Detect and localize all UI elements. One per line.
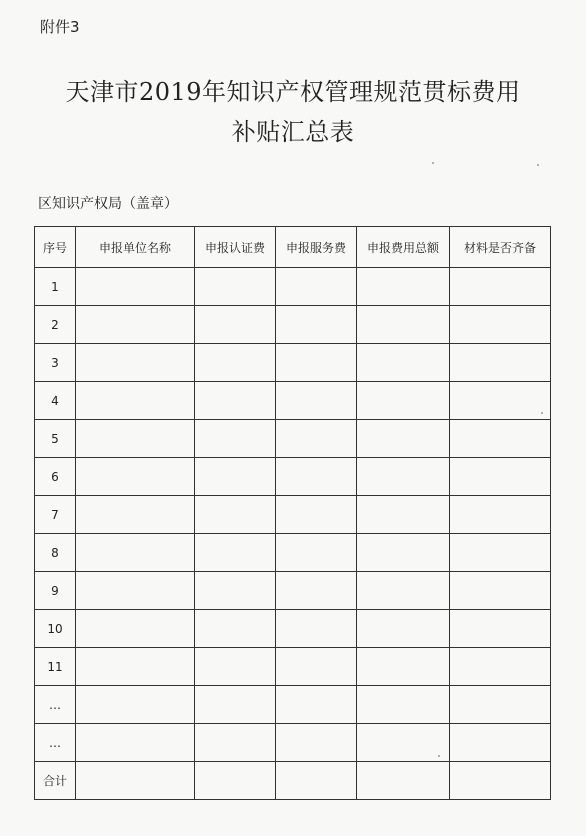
table-cell <box>357 306 450 344</box>
row-seq-cell: 3 <box>35 344 76 382</box>
table-cell <box>357 534 450 572</box>
table-row <box>35 762 551 800</box>
row-seq-cell: 合计 <box>35 762 76 800</box>
row-seq-cell: 8 <box>35 534 76 572</box>
table-row <box>35 268 551 306</box>
table-cell <box>195 534 276 572</box>
table-cell <box>76 306 195 344</box>
table-cell <box>276 268 357 306</box>
table-cell <box>195 382 276 420</box>
table-cell <box>76 458 195 496</box>
table-cell <box>76 724 195 762</box>
table-cell <box>276 610 357 648</box>
subsidy-summary-table <box>34 226 551 800</box>
table-header-row <box>35 227 551 268</box>
table-cell <box>195 610 276 648</box>
table-cell <box>76 686 195 724</box>
table-cell <box>357 762 450 800</box>
table-row <box>35 686 551 724</box>
table-cell <box>195 496 276 534</box>
table-cell <box>76 496 195 534</box>
table-row <box>35 344 551 382</box>
table-row <box>35 724 551 762</box>
table-cell <box>357 724 450 762</box>
table-cell <box>357 686 450 724</box>
table-row <box>35 572 551 610</box>
row-seq-cell: 9 <box>35 572 76 610</box>
scan-speck <box>537 164 539 166</box>
table-cell <box>450 762 551 800</box>
header-seq: 序号 <box>35 227 76 268</box>
table-cell <box>195 762 276 800</box>
table-cell <box>76 268 195 306</box>
table-cell <box>195 268 276 306</box>
table-cell <box>357 572 450 610</box>
table-cell <box>195 420 276 458</box>
row-seq-cell: … <box>35 724 76 762</box>
table-row <box>35 610 551 648</box>
table-cell <box>76 420 195 458</box>
bureau-seal-label: 区知识产权局（盖章） <box>38 196 178 212</box>
header-materials-complete: 材料是否齐备 <box>450 227 551 268</box>
table-cell <box>357 610 450 648</box>
table-row <box>35 534 551 572</box>
row-seq-cell: 1 <box>35 268 76 306</box>
header-service-fee: 申报服务费 <box>276 227 357 268</box>
table-cell <box>76 572 195 610</box>
attachment-label: 附件3 <box>40 18 80 36</box>
scan-speck <box>432 162 434 164</box>
document-title-line-1: 天津市2019年知识产权管理规范贯标费用 <box>65 78 521 106</box>
table-cell <box>276 306 357 344</box>
table-cell <box>276 344 357 382</box>
table-cell <box>357 496 450 534</box>
document-title-line-2: 补贴汇总表 <box>231 118 355 146</box>
table-cell <box>450 344 551 382</box>
table-row <box>35 382 551 420</box>
table-cell <box>450 648 551 686</box>
table-cell <box>450 420 551 458</box>
row-seq-cell: 6 <box>35 458 76 496</box>
table-cell <box>276 458 357 496</box>
table-cell <box>276 382 357 420</box>
row-seq-cell: 2 <box>35 306 76 344</box>
table-cell <box>195 306 276 344</box>
table-cell <box>76 382 195 420</box>
table-cell <box>450 496 551 534</box>
table-cell <box>76 534 195 572</box>
table-cell <box>195 572 276 610</box>
table-cell <box>450 382 551 420</box>
row-seq-cell: … <box>35 686 76 724</box>
table-cell <box>76 610 195 648</box>
table-cell <box>450 572 551 610</box>
scan-speck <box>541 412 543 414</box>
table-row <box>35 458 551 496</box>
table-cell <box>357 382 450 420</box>
table-cell <box>195 686 276 724</box>
table-cell <box>357 458 450 496</box>
row-seq-cell: 11 <box>35 648 76 686</box>
row-seq-cell: 7 <box>35 496 76 534</box>
table-row <box>35 648 551 686</box>
table-cell <box>276 762 357 800</box>
table-cell <box>276 572 357 610</box>
table-row <box>35 496 551 534</box>
header-total-fee: 申报费用总额 <box>357 227 450 268</box>
table-cell <box>276 686 357 724</box>
table-cell <box>76 762 195 800</box>
table-cell <box>357 420 450 458</box>
header-applicant-name: 申报单位名称 <box>76 227 195 268</box>
table-cell <box>450 724 551 762</box>
table-cell <box>450 306 551 344</box>
table-body <box>35 268 551 800</box>
table-cell <box>450 458 551 496</box>
scan-speck <box>438 755 440 757</box>
table-cell <box>195 724 276 762</box>
row-seq-cell: 4 <box>35 382 76 420</box>
row-seq-cell: 10 <box>35 610 76 648</box>
table-cell <box>450 268 551 306</box>
table-cell <box>450 534 551 572</box>
table-cell <box>195 344 276 382</box>
table-cell <box>357 648 450 686</box>
table-cell <box>450 610 551 648</box>
table-cell <box>357 344 450 382</box>
table-cell <box>276 648 357 686</box>
table-cell <box>76 648 195 686</box>
table-cell <box>76 344 195 382</box>
table-cell <box>195 648 276 686</box>
table-cell <box>195 458 276 496</box>
table-row <box>35 420 551 458</box>
table-cell <box>276 724 357 762</box>
header-certification-fee: 申报认证费 <box>195 227 276 268</box>
table-cell <box>276 420 357 458</box>
row-seq-cell: 5 <box>35 420 76 458</box>
table-cell <box>450 686 551 724</box>
table-cell <box>276 534 357 572</box>
table-cell <box>357 268 450 306</box>
table-cell <box>276 496 357 534</box>
table-row <box>35 306 551 344</box>
